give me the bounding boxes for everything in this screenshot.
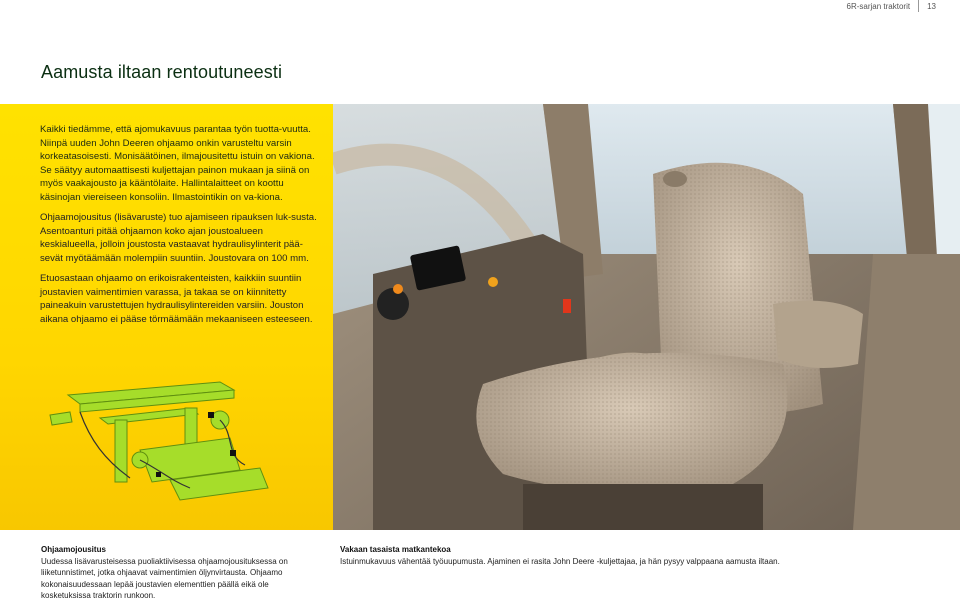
paragraph-suspension: Ohjaamojousitus (lisävaruste) tuo ajamiseen ripauksen luk-susta. Asentoanturi pitää ohjaamon koko ajan joustoalueen keskialueella, jolloin joustosta vastaavat hydraulisylinterit pää-sevät myötäämään molempiin suuntiin. Joustovara on 100 mm. [40, 212, 317, 264]
page-number: 13 [927, 1, 936, 11]
body-text [40, 123, 320, 333]
cab-suspension-diagram [20, 360, 320, 530]
caption-right-title: Vakaan tasaista matkantekoa [340, 545, 451, 554]
tractor-cab-seat-photo [333, 104, 960, 530]
caption-cab-suspension [41, 544, 301, 602]
caption-left-title: Ohjaamojousitus [41, 545, 106, 554]
caption-area [0, 530, 960, 600]
caption-smooth-ride [340, 544, 940, 567]
page-title: Aamusta iltaan rentoutuneesti [41, 62, 283, 82]
header-divider [918, 0, 919, 12]
caption-right-text: Istuinmukavuus vähentää työuupumusta. Ajaminen ei rasita John Deere -kuljettajaa, ja hän pysyy valppaana aamusta iltaan. [340, 556, 780, 566]
page-header [847, 0, 936, 12]
section-name: 6R-sarjan traktorit [846, 1, 911, 11]
caption-left-text: Uudessa lisävarusteisessa puoliaktiivisessa ohjaamojousituksessa on liiketunnistimet, jotka ohjaavat vaimentimien öljynvirtausta. Ohjaamo kokonaisuudessaan lepää joustavien elementtien päällä eikä ole kosketuksissa traktorin runkoon. [41, 556, 288, 600]
paragraph-intro: Kaikki tiedämme, että ajomukavuus parantaa työn tuotta-vuutta. Niinpä uuden John Deeren ohjaamo onkin varusteltu varsin korkeatasoisesti. Monisäätöinen, ilmajousitettu istuin on vakiona. Se säätyy automaattisesti kuljettajan painon mukaan ja siinä on myös vaakajousto ja kääntölaite. Hallintalaitteet on koottu käsinojan viereiseen konsoliin. Ilmastointikin on va-kiona. [40, 124, 315, 203]
paragraph-dampers: Etuosastaan ohjaamo on erikoisrakenteisten, kaikkiin suuntiin joustavien vaimentimien varassa, ja takaa se on kiinnitetty paineakuin varustettujen hydraulisylintereiden varsiin. Jouston aikana ohjaamo ei pääse törmäämään mekaaniseen esteeseen. [40, 273, 313, 325]
